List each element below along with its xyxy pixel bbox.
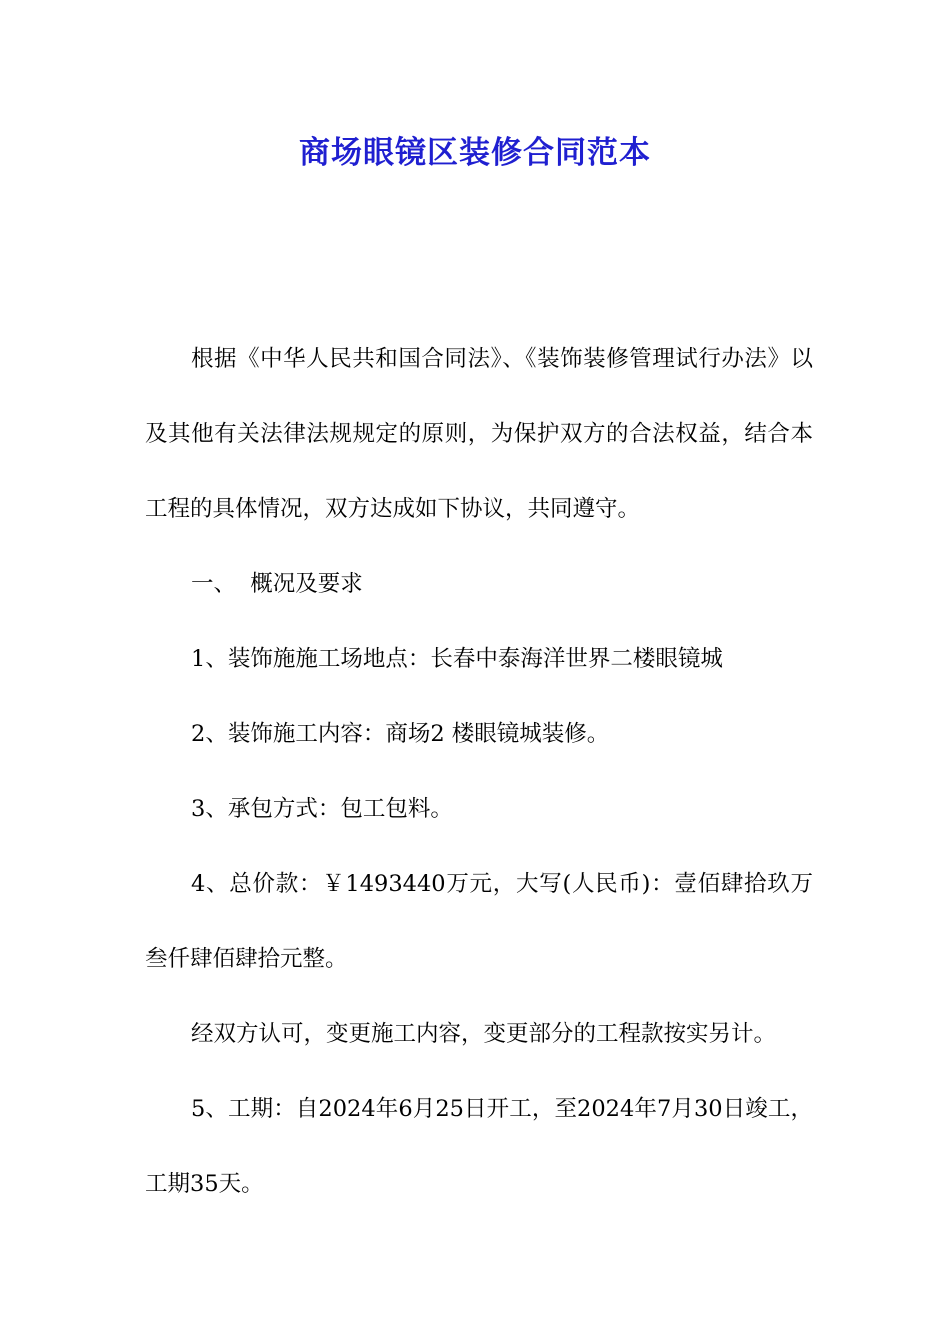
change-note-paragraph: 经双方认可，变更施工内容，变更部分的工程款按实另计。 <box>191 1021 777 1047</box>
document-body <box>145 322 813 1222</box>
item-contract-method: 3、承包方式：包工包料。 <box>191 796 453 822</box>
item-total-price: 4、总价款：￥1493440万元，大写(人民币)：壹佰肆拾玖万叁仟肆佰肆拾元整。 <box>145 871 813 972</box>
intro-paragraph: 根据《中华人民共和国合同法》、《装饰装修管理试行办法》以及其他有关法律法规规定的原则，为保护双方的合法权益，结合本工程的具体情况，双方达成如下协议，共同遵守。 <box>145 346 813 522</box>
section-heading-overview: 一、 概况及要求 <box>191 571 363 597</box>
item-schedule: 5、工期：自2024年6月25日开工，至2024年7月30日竣工，工期35天。 <box>145 1096 813 1197</box>
document-title: 商场眼镜区装修合同范本 <box>299 135 651 171</box>
item-work-content: 2、装饰施工内容：商场2 楼眼镜城装修。 <box>191 721 610 747</box>
item-site-location: 1、装饰施施工场地点：长春中泰海洋世界二楼眼镜城 <box>191 646 723 672</box>
